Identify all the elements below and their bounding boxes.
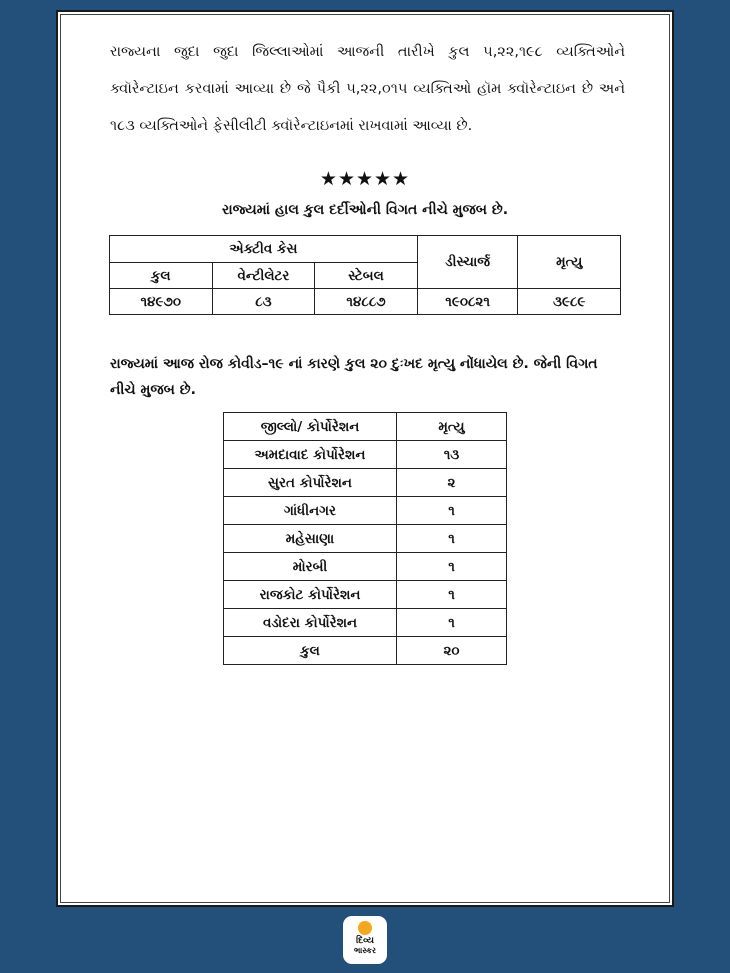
document-page — [56, 10, 674, 907]
divya-bhaskar-logo — [343, 916, 387, 964]
stable-value: ૧૪૮૮૭ — [315, 289, 418, 315]
deaths-column-header: મૃત્યુ — [397, 413, 507, 441]
table-header-row — [224, 413, 507, 441]
district-deaths: ૧ — [397, 525, 507, 553]
district-deaths: ૧ — [397, 553, 507, 581]
stable-header: સ્ટેબલ — [315, 263, 418, 289]
table-row — [224, 525, 507, 553]
quarantine-paragraph: રાજ્યના જુદા જુદા જિલ્લાઓમાં આજની તારીખે કુલ ૫,૨૨,૧૯૮ વ્યક્તિઓને ક્વૉરેન્ટાઇન કરવામાં આવ્યા છે જે પૈકી ૫,૨૨,૦૧૫ વ્યક્તિઓ હૉમ ક્વૉરેન્ટાઇન છે અને ૧૮૩ વ્યક્તિઓને ફેસીલીટી ક્વૉરેન્ટાઇનમાં રાખવામાં આવ્યા છે. — [110, 44, 625, 134]
ventilator-value: ૮૩ — [212, 289, 315, 315]
district-column-header: જીલ્લો/ કોર્પોરેશન — [224, 413, 397, 441]
discharge-header: ડીસ્ચાર્જ — [417, 236, 518, 289]
district-name: અમદાવાદ કોર્પોરેશન — [224, 441, 397, 469]
logo-text-line1: દિવ્ય — [356, 936, 374, 946]
table-row — [224, 469, 507, 497]
district-deaths: ૧ — [397, 581, 507, 609]
summary-heading: રાજ્યમાં હાલ કુલ દર્દીઓની વિગત નીચે મુજબ છે. — [221, 202, 509, 218]
discharge-value: ૧૯૦૮૨૧ — [417, 289, 518, 315]
total-label: કુલ — [224, 637, 397, 665]
district-deaths-table — [223, 412, 507, 665]
district-name: મોરબી — [224, 553, 397, 581]
sun-icon — [358, 921, 372, 935]
ventilator-header: વેન્ટીલેટર — [212, 263, 315, 289]
district-name: મહેસાણા — [224, 525, 397, 553]
total-header: કુલ — [110, 263, 213, 289]
death-value: ૩૯૮૯ — [518, 289, 621, 315]
total-deaths: ૨૦ — [397, 637, 507, 665]
death-note: રાજ્યમાં આજ રોજ કોવીડ–૧૯ નાં કારણે કુલ ૨૦ દુઃખદ મૃત્યુ નોંધાયેલ છે. જેની વિગત નીચે મુજબ છે. — [110, 356, 598, 398]
death-header: મૃત્યુ — [518, 236, 621, 289]
star-divider: ★★★★★ — [319, 168, 411, 190]
table-row — [224, 441, 507, 469]
total-active-value: ૧૪૯૭૦ — [110, 289, 213, 315]
table-row — [224, 553, 507, 581]
district-name: ગાંધીનગર — [224, 497, 397, 525]
total-row — [224, 637, 507, 665]
patient-summary-table — [109, 235, 621, 315]
table-row — [224, 609, 507, 637]
logo-text-line2: ભાસ્કર — [353, 946, 377, 955]
active-cases-header: એક્ટીવ કેસ — [110, 236, 418, 263]
district-deaths: ૧ — [397, 497, 507, 525]
district-name: સુરત કોર્પોરેશન — [224, 469, 397, 497]
table-row — [224, 581, 507, 609]
district-name: રાજકોટ કોર્પોરેશન — [224, 581, 397, 609]
district-deaths: ૧૩ — [397, 441, 507, 469]
district-deaths: ૧ — [397, 609, 507, 637]
district-deaths: ૨ — [397, 469, 507, 497]
district-name: વડોદરા કોર્પોરેશન — [224, 609, 397, 637]
table-row — [224, 497, 507, 525]
